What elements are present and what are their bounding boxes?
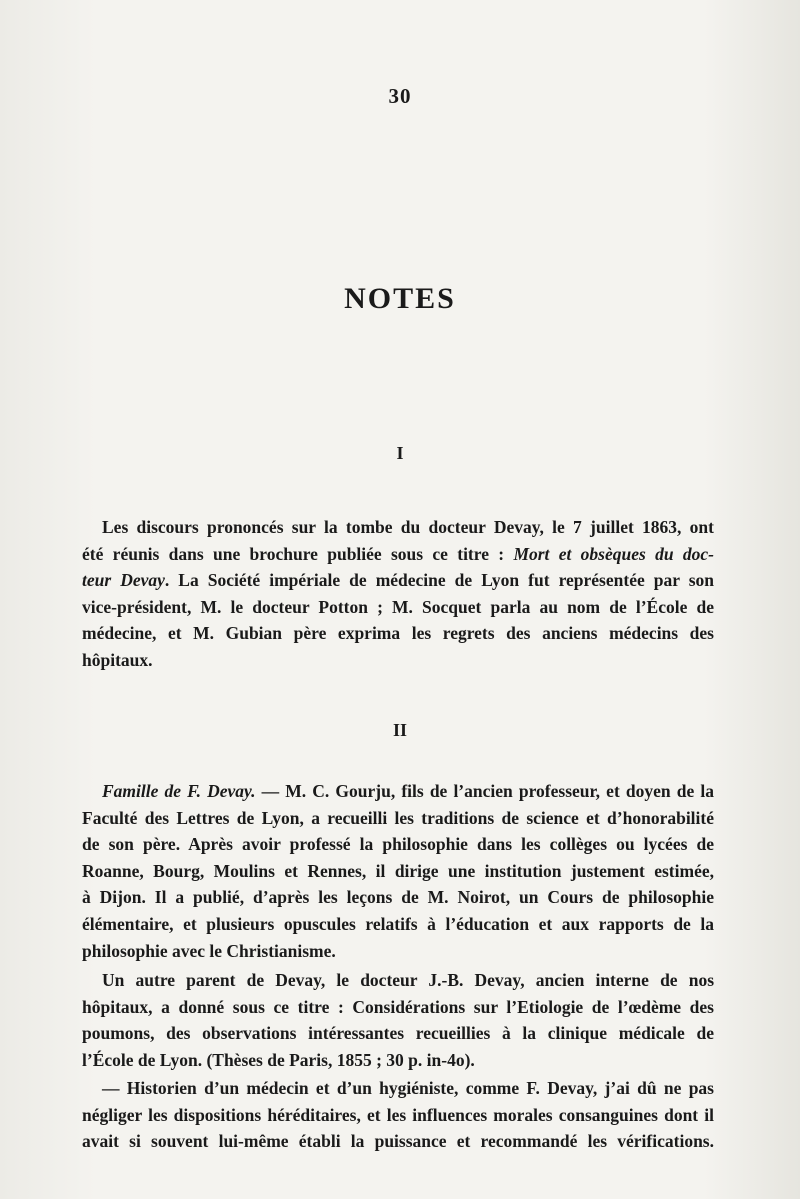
section-2-paragraph-3	[82, 1075, 714, 1155]
text-line: vice-président, M. le docteur Potton ; M. Socquet parla au nom de l’École de	[82, 596, 714, 617]
section-number-2: II	[392, 720, 407, 740]
page-title: NOTES	[344, 282, 456, 315]
italic-title: teur Devay	[82, 570, 165, 591]
text-line: hôpitaux, a donné sous ce titre : Considérations sur l’Etiologie de l’œdème des	[82, 996, 714, 1017]
text-line: poumons, des observations intéressantes recueillies à la clinique médicale de	[82, 1023, 714, 1044]
italic-title: Mort et obsèques du doc-	[513, 543, 715, 564]
text-line: à Dijon. Il a publié, d’après les leçons de M. Noirot, un Cours de philosophie	[82, 887, 714, 908]
text-line: philosophie avec le Christianisme.	[82, 940, 336, 961]
section-number-1: I	[396, 443, 404, 463]
section-1-paragraph	[82, 514, 714, 674]
section-2-paragraph-2	[82, 967, 714, 1073]
text-line: — Historien d’un médecin et d’un hygiéniste, comme F. Devay, j’ai dû ne pas	[102, 1078, 714, 1098]
text-line: élémentaire, et plusieurs opuscules relatifs à l’éducation et aux rapports de la	[82, 913, 714, 934]
text-line: médecine, et M. Gubian père exprima les regrets des anciens médecins des	[82, 623, 714, 644]
text-line: Un autre parent de Devay, le docteur J.-B. Devay, ancien interne de nos	[102, 970, 714, 990]
text-line: de son père. Après avoir professé la philosophie dans les collèges ou lycées de	[82, 834, 714, 855]
text-line: hôpitaux.	[82, 649, 153, 670]
text-line: Roanne, Bourg, Moulins et Rennes, il dirige une institution justement estimée,	[82, 860, 714, 881]
text-line: teur Devay. La Société impériale de médecine de Lyon fut représentée par son	[82, 570, 714, 591]
section-2-paragraph-1	[82, 778, 714, 964]
text-line: Famille de F. Devay. — M. C. Gourju, fils de l’ancien professeur, et doyen de la	[102, 781, 714, 801]
page-number: 30	[388, 84, 412, 108]
text-line: négliger les dispositions héréditaires, et les influences morales consanguines dont il	[82, 1104, 714, 1125]
text-line: avait si souvent lui-même établi la puissance et recommandé les vérifications.	[82, 1131, 714, 1152]
text-line: l’École de Lyon. (Thèses de Paris, 1855 ; 30 p. in-4o).	[82, 1049, 475, 1070]
text-line: Faculté des Lettres de Lyon, a recueilli les traditions de science et d’honorabilité	[82, 807, 714, 828]
italic-heading: Famille de F. Devay.	[102, 781, 256, 801]
text-line: été réunis dans une brochure publiée sous ce titre : Mort et obsèques du doc-	[82, 543, 715, 564]
text-line: Les discours prononcés sur la tombe du docteur Devay, le 7 juillet 1863, ont	[102, 517, 714, 537]
